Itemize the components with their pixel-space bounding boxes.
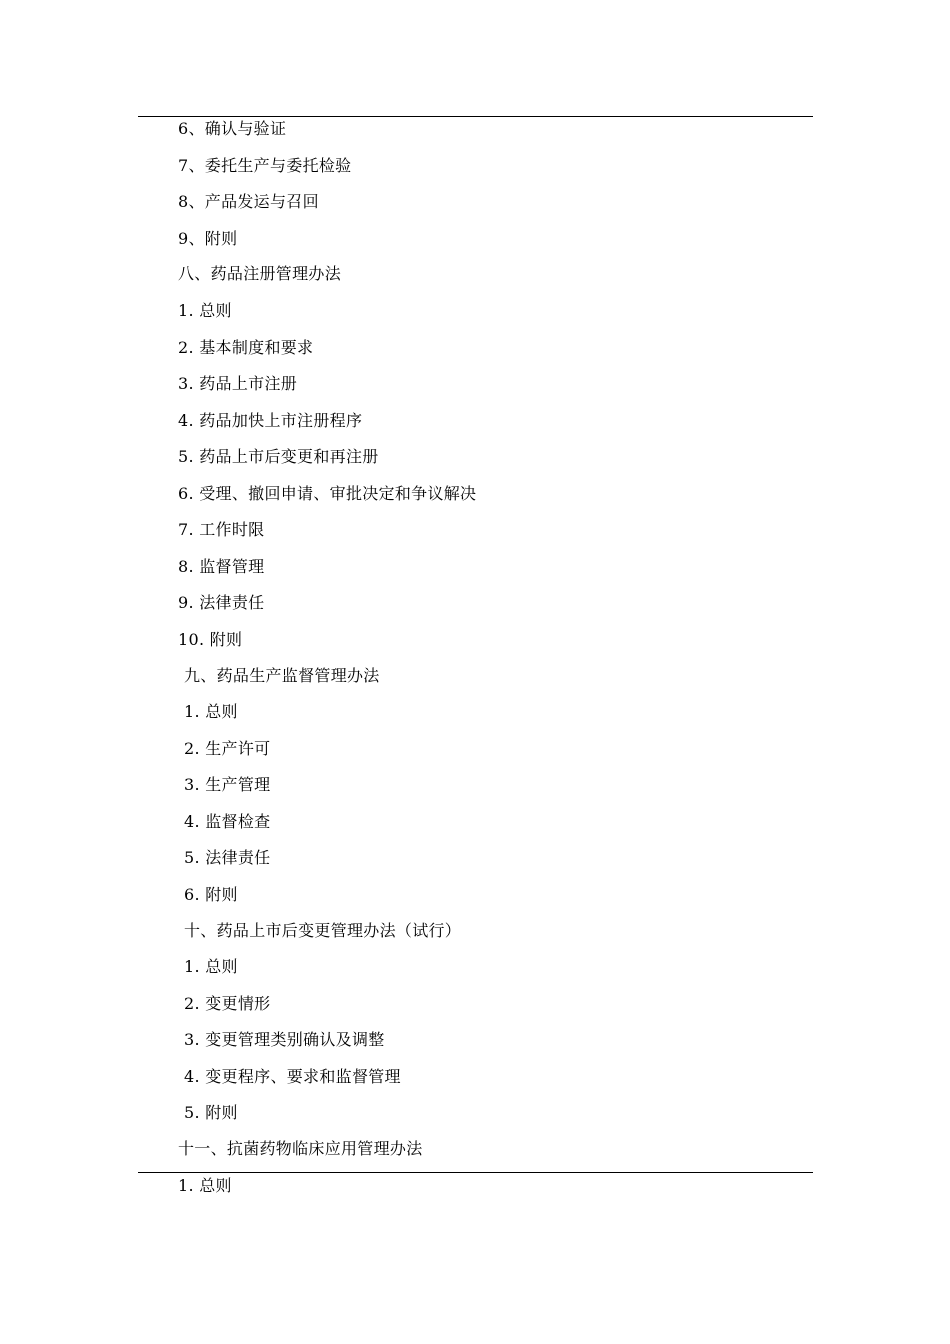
outline-item: 6. 受理、撤回申请、审批决定和争议解决 xyxy=(178,484,477,503)
outline-item: 4. 变更程序、要求和监督管理 xyxy=(184,1067,401,1086)
footer-rule xyxy=(138,1172,813,1173)
outline-item: 1. 总则 xyxy=(178,301,232,320)
outline-item: 3. 生产管理 xyxy=(184,775,271,794)
outline-item: 7、委托生产与委托检验 xyxy=(178,156,352,175)
outline-item: 2. 变更情形 xyxy=(184,994,271,1013)
outline-item: 1. 总则 xyxy=(184,957,238,976)
section-heading: 九、药品生产监督管理办法 xyxy=(184,666,380,685)
outline-item: 5. 法律责任 xyxy=(184,848,271,867)
section-heading: 八、药品注册管理办法 xyxy=(178,264,342,283)
outline-item: 9、附则 xyxy=(178,229,238,248)
outline-item: 8. 监督管理 xyxy=(178,557,265,576)
outline-item: 4. 监督检查 xyxy=(184,812,271,831)
outline-item: 1. 总则 xyxy=(178,1176,232,1195)
outline-item: 5. 附则 xyxy=(184,1103,238,1122)
outline-item: 7. 工作时限 xyxy=(178,520,265,539)
outline-item: 8、产品发运与召回 xyxy=(178,192,319,211)
outline-item: 4. 药品加快上市注册程序 xyxy=(178,411,363,430)
outline-item: 6. 附则 xyxy=(184,885,238,904)
outline-item: 3. 药品上市注册 xyxy=(178,374,298,393)
outline-item: 6、确认与验证 xyxy=(178,119,287,138)
section-heading: 十、药品上市后变更管理办法（试行） xyxy=(184,921,462,940)
section-heading: 十一、抗菌药物临床应用管理办法 xyxy=(178,1139,423,1158)
outline-item: 2. 基本制度和要求 xyxy=(178,338,314,357)
outline-item: 3. 变更管理类别确认及调整 xyxy=(184,1030,385,1049)
outline-item: 2. 生产许可 xyxy=(184,739,271,758)
outline-item: 1. 总则 xyxy=(184,702,238,721)
outline-item: 10. 附则 xyxy=(178,630,243,649)
outline-item: 5. 药品上市后变更和再注册 xyxy=(178,447,379,466)
outline-item: 9. 法律责任 xyxy=(178,593,265,612)
